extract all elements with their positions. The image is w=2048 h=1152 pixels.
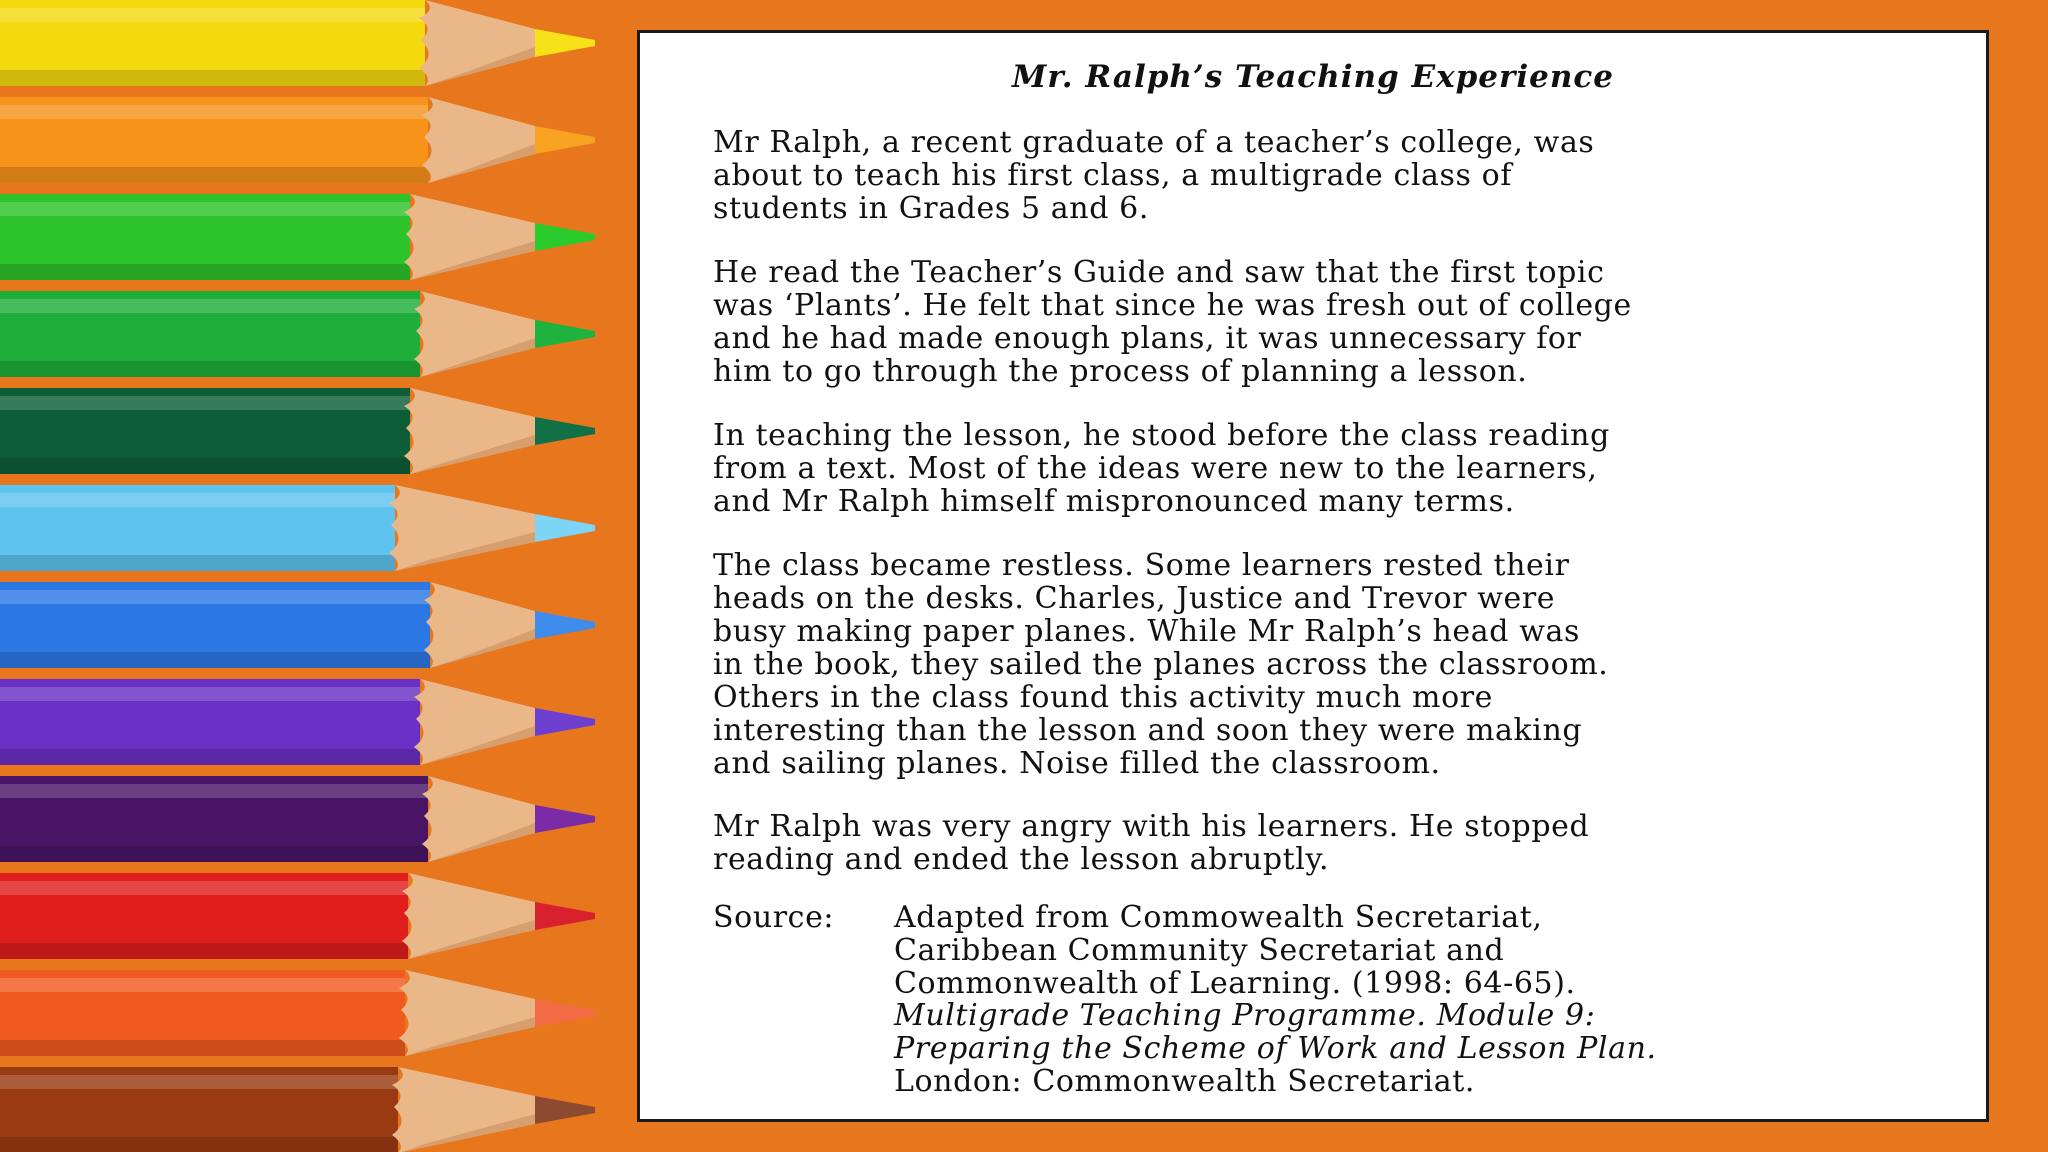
paragraph-5: Mr Ralph was very angry with his learners. He stopped reading and ended the lesson abruptly. bbox=[713, 809, 1590, 877]
document-card bbox=[637, 30, 1989, 1122]
colored-pencils-decoration bbox=[0, 0, 600, 1152]
pencil bbox=[0, 679, 600, 765]
paragraph-1: Mr Ralph, a recent graduate of a teacher’s college, was about to teach his first class, a multigrade class of students in Grades 5 and 6. bbox=[713, 125, 1595, 226]
source-line: Adapted from Commowealth Secretariat, bbox=[894, 900, 1543, 935]
pencil bbox=[0, 291, 600, 377]
source-line: Commonwealth of Learning. (1998: 64-65). bbox=[894, 966, 1576, 1001]
paragraph-2: He read the Teacher’s Guide and saw that the first topic was ‘Plants’. He felt that since he was fresh out of college and he had made enough plans, it was unnecessary for him to go through the process of planning a lesson. bbox=[713, 255, 1632, 389]
source-line: Multigrade Teaching Programme. Module 9: bbox=[894, 998, 1596, 1033]
source-label: Source: bbox=[713, 900, 835, 935]
paragraph-4: The class became restless. Some learners rested their heads on the desks. Charles, Justice and Trevor were busy making paper planes. While Mr Ralph’s head was in the book, they sailed the planes across the classroom. Others in the class found this activity much more interesting than the lesson and soon they were making and sailing planes. Noise filled the classroom. bbox=[713, 548, 1609, 781]
pencil bbox=[0, 1067, 600, 1152]
source-line: Preparing the Scheme of Work and Lesson Plan. bbox=[894, 1031, 1657, 1066]
pencil bbox=[0, 776, 600, 862]
pencil bbox=[0, 970, 600, 1056]
pencil bbox=[0, 388, 600, 474]
source-line: London: Commonwealth Secretariat. bbox=[894, 1064, 1476, 1099]
paragraph-3: In teaching the lesson, he stood before the class reading from a text. Most of the ideas were new to the learners, and Mr Ralph himself mispronounced many terms. bbox=[713, 418, 1610, 519]
pencil bbox=[0, 582, 600, 668]
source-line: Caribbean Community Secretariat and bbox=[894, 933, 1505, 968]
pencil bbox=[0, 97, 600, 183]
pencil bbox=[0, 0, 600, 86]
pencil bbox=[0, 194, 600, 280]
pencil bbox=[0, 873, 600, 959]
pencil bbox=[0, 485, 600, 571]
document-title: Mr. Ralph’s Teaching Experience bbox=[1012, 59, 1614, 95]
